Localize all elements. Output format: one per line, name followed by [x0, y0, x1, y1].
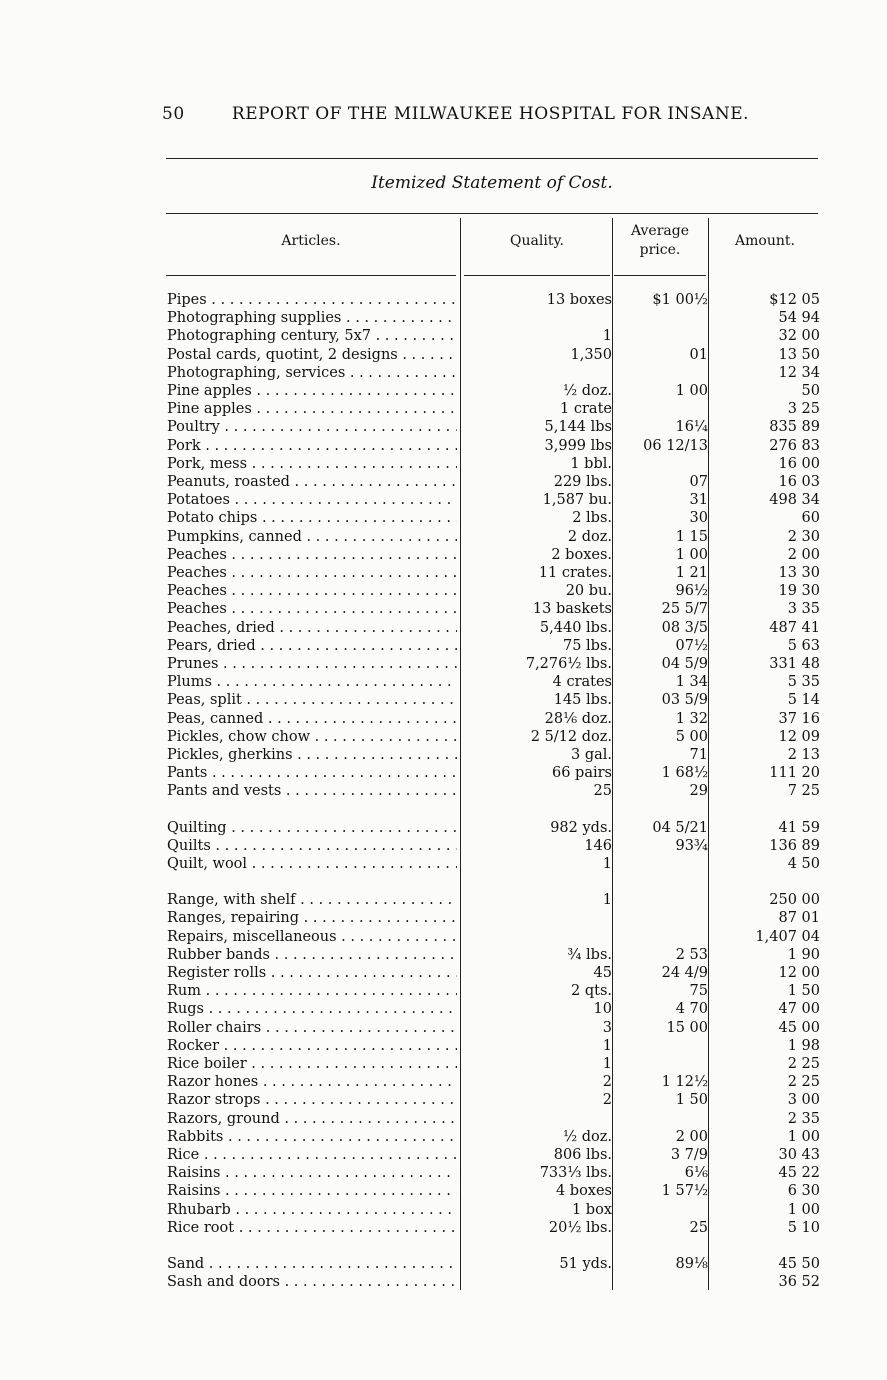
running-title: REPORT OF THE MILWAUKEE HOSPITAL FOR INSANE. — [231, 104, 750, 124]
article-cell: Roller chairs . . . — [167, 1019, 457, 1037]
quality-cell: 145 lbs. — [553, 692, 612, 709]
quality-cell: 733⅓ lbs. — [539, 1165, 612, 1182]
price-cell: 93¾ — [675, 837, 708, 854]
table-row — [0, 309, 887, 327]
quality-cell: 4 boxes — [555, 1183, 612, 1200]
price-cell: 06 12/13 — [643, 437, 708, 454]
table-row — [0, 1182, 887, 1200]
table-row — [0, 819, 887, 837]
amount-cell: 3 00 — [787, 1092, 820, 1109]
price-cell: 1 00 — [675, 383, 708, 399]
article-cell: Plums . . . — [167, 673, 457, 691]
col-header-price — [614, 222, 706, 260]
article-cell: Peanuts, roasted . . . — [167, 473, 457, 491]
article-cell: Pine apples . . . — [167, 382, 457, 400]
amount-cell: 5 63 — [787, 637, 820, 654]
quality-cell: ½ doz. — [563, 1128, 612, 1145]
article-cell: Rocker . . . — [167, 1037, 457, 1055]
article-cell: Rum . . . — [167, 982, 457, 1000]
article-cell: Quilts . . . — [167, 837, 457, 855]
price-cell: 3 7/9 — [670, 1147, 708, 1163]
amount-cell: 60 — [801, 510, 820, 527]
table-row — [0, 1273, 887, 1291]
quality-cell: 66 pairs — [552, 765, 612, 782]
amount-cell: 1 00 — [787, 1201, 820, 1218]
amount-cell: 16 03 — [778, 474, 820, 490]
article-cell: Raisins . . . — [167, 1182, 457, 1200]
table-row — [0, 1255, 887, 1273]
quality-cell: 1 bbl. — [570, 455, 612, 472]
quality-cell: 3,999 lbs — [544, 437, 612, 454]
article-cell: Quilting . . . — [167, 819, 457, 837]
quality-cell: 25 — [593, 783, 612, 800]
price-cell: 1 15 — [675, 528, 708, 545]
price-cell: 1 68½ — [661, 765, 708, 782]
amount-cell: 276 83 — [769, 437, 820, 454]
price-cell: 96½ — [675, 583, 708, 600]
amount-cell: 487 41 — [769, 619, 820, 636]
amount-cell: 54 94 — [778, 310, 820, 327]
table-row — [0, 400, 887, 418]
article-cell: Peaches . . . — [167, 600, 457, 618]
article-cell: Razor strops . . . — [167, 1091, 457, 1109]
amount-cell: 47 00 — [778, 1001, 820, 1018]
table-row — [0, 1019, 887, 1037]
col-header-price-line1: Average — [630, 223, 690, 239]
price-cell: 1 21 — [675, 565, 708, 581]
article-cell: Quilt, wool . . . — [167, 855, 457, 873]
article-cell: Prunes . . . — [167, 655, 457, 673]
price-cell: 1 57½ — [661, 1183, 708, 1200]
table-row — [0, 1128, 887, 1146]
article-cell: Photographing, services . . . — [167, 364, 457, 382]
table-row — [0, 619, 887, 637]
table-row — [0, 1146, 887, 1164]
article-cell: Pants . . . — [167, 764, 457, 782]
article-cell: Pickles, gherkins . . . — [167, 746, 457, 764]
quality-cell: 45 — [593, 965, 612, 981]
table-caption: Itemized Statement of Cost. — [371, 173, 613, 193]
quality-cell: ¾ lbs. — [567, 946, 612, 963]
price-cell: 71 — [689, 747, 708, 763]
amount-cell: 111 20 — [769, 765, 820, 782]
amount-cell: 13 50 — [778, 346, 820, 363]
table-row — [0, 909, 887, 927]
quality-cell: 2 lbs. — [572, 510, 612, 527]
amount-cell: 2 30 — [787, 528, 820, 545]
table-row — [0, 982, 887, 1000]
article-cell: Pants and vests . . . — [167, 782, 457, 800]
quality-cell: 1 crate — [560, 401, 612, 418]
amount-cell: 1 50 — [787, 983, 820, 1000]
price-cell: 08 3/5 — [661, 619, 708, 636]
price-cell: 31 — [689, 492, 708, 509]
price-cell: 24 4/9 — [661, 965, 708, 981]
article-cell: Range, with shelf . . . — [167, 891, 457, 909]
quality-cell: 5,440 lbs. — [539, 619, 612, 636]
price-cell: 89⅛ — [675, 1256, 708, 1272]
price-cell: 4 70 — [675, 1001, 708, 1018]
page-header — [162, 104, 802, 124]
article-cell: Potato chips . . . — [167, 509, 457, 527]
table-row — [0, 437, 887, 455]
quality-cell: 1 — [602, 1056, 612, 1072]
price-cell: 6⅙ — [684, 1165, 708, 1182]
page-number: 50 — [162, 104, 185, 124]
amount-cell: 16 00 — [778, 455, 820, 472]
table-row — [0, 746, 887, 764]
article-cell: Photographing supplies . . . — [167, 309, 457, 327]
amount-cell: 3 25 — [787, 401, 820, 418]
col-header-quality: Quality. — [510, 233, 564, 249]
table-row — [0, 691, 887, 709]
amount-cell: 250 00 — [769, 892, 820, 909]
amount-cell: 331 48 — [769, 656, 820, 672]
amount-cell: 45 22 — [778, 1165, 820, 1182]
amount-cell: 12 09 — [778, 728, 820, 745]
table-row — [0, 1164, 887, 1182]
price-cell: 15 00 — [666, 1019, 708, 1036]
price-cell: $1 00½ — [652, 292, 708, 308]
article-cell: Rice boiler . . . — [167, 1055, 457, 1073]
quality-cell: 2 qts. — [571, 983, 612, 1000]
amount-cell: 6 30 — [787, 1183, 820, 1200]
price-cell: 25 — [689, 1219, 708, 1236]
article-cell: Register rolls . . . — [167, 964, 457, 982]
quality-cell: 7,276½ lbs. — [525, 656, 612, 672]
amount-cell: 1,407 04 — [755, 928, 820, 945]
price-cell: 2 53 — [675, 946, 708, 963]
quality-cell: 2 doz. — [567, 528, 612, 545]
table-row — [0, 928, 887, 946]
table-row — [0, 1201, 887, 1219]
article-cell: Razors, ground . . . — [167, 1110, 457, 1128]
article-cell: Pumpkins, canned . . . — [167, 528, 457, 546]
amount-cell: 36 52 — [778, 1274, 820, 1291]
quality-cell: 1 — [602, 328, 612, 345]
table-row — [0, 418, 887, 436]
article-cell: Pork . . . — [167, 437, 457, 455]
amount-cell: 2 00 — [787, 546, 820, 563]
article-cell: Photographing century, 5x7 . . . — [167, 327, 457, 345]
price-cell: 25 5/7 — [661, 601, 708, 618]
article-cell: Rugs . . . — [167, 1000, 457, 1018]
table-row — [0, 582, 887, 600]
table-row — [0, 1073, 887, 1091]
article-cell: Peaches . . . — [167, 546, 457, 564]
amount-cell: 1 98 — [787, 1037, 820, 1054]
amount-cell: 45 50 — [778, 1256, 820, 1272]
article-cell: Pears, dried . . . — [167, 637, 457, 655]
table-row — [0, 491, 887, 509]
amount-cell: 37 16 — [778, 710, 820, 727]
quality-cell: 1,350 — [570, 346, 612, 363]
price-cell: 30 — [689, 510, 708, 527]
article-cell: Pine apples . . . — [167, 400, 457, 418]
amount-cell: 45 00 — [778, 1019, 820, 1036]
article-cell: Peaches . . . — [167, 582, 457, 600]
article-cell: Rubber bands . . . — [167, 946, 457, 964]
table-row — [0, 600, 887, 618]
quality-cell: 11 crates. — [538, 565, 612, 581]
header-rule — [166, 213, 818, 214]
table-row — [0, 1037, 887, 1055]
table-row — [0, 710, 887, 728]
amount-cell: 41 59 — [778, 819, 820, 836]
quality-cell: 13 boxes — [546, 292, 612, 308]
table-row — [0, 327, 887, 345]
article-cell: Poultry . . . — [167, 418, 457, 436]
table-row — [0, 782, 887, 800]
article-cell: Peaches . . . — [167, 564, 457, 582]
amount-cell: 2 25 — [787, 1056, 820, 1072]
article-cell: Pork, mess . . . — [167, 455, 457, 473]
table-row — [0, 728, 887, 746]
col-header-articles: Articles. — [281, 233, 341, 249]
table-row — [0, 1110, 887, 1128]
quality-cell: 51 yds. — [559, 1256, 612, 1272]
table-row — [0, 364, 887, 382]
price-cell: 03 5/9 — [661, 692, 708, 709]
quality-cell: 2 boxes. — [551, 546, 612, 563]
quality-cell: 10 — [593, 1001, 612, 1018]
table-row — [0, 946, 887, 964]
price-cell: 29 — [689, 783, 708, 800]
amount-cell: 136 89 — [769, 837, 820, 854]
table-row — [0, 546, 887, 564]
quality-cell: 4 crates — [552, 674, 612, 691]
quality-cell: 146 — [584, 837, 612, 854]
quality-cell: 13 baskets — [532, 601, 612, 618]
table-row — [0, 455, 887, 473]
article-cell: Pickles, chow chow . . . — [167, 728, 457, 746]
article-cell: Repairs, miscellaneous . . . — [167, 928, 457, 946]
price-cell: 1 34 — [675, 674, 708, 691]
article-cell: Rabbits . . . — [167, 1128, 457, 1146]
article-cell: Razor hones . . . — [167, 1073, 457, 1091]
amount-cell: 7 25 — [787, 783, 820, 800]
table-row — [0, 673, 887, 691]
quality-cell: 3 — [602, 1019, 612, 1036]
quality-cell: 2 — [602, 1074, 612, 1091]
article-cell: Sash and doors . . . — [167, 1273, 457, 1291]
article-cell: Peaches, dried . . . — [167, 619, 457, 637]
article-cell: Pipes . . . — [167, 291, 457, 309]
table-row — [0, 855, 887, 873]
amount-cell: 12 34 — [778, 364, 820, 381]
amount-cell: 5 14 — [787, 692, 820, 709]
price-cell: 07½ — [675, 637, 708, 654]
amount-cell: $12 05 — [769, 292, 820, 308]
amount-cell: 30 43 — [778, 1147, 820, 1163]
amount-cell: 5 10 — [787, 1219, 820, 1236]
amount-cell: 1 00 — [787, 1128, 820, 1145]
table-row — [0, 764, 887, 782]
quality-cell: 20 bu. — [565, 583, 612, 600]
table-row — [0, 346, 887, 364]
amount-cell: 2 35 — [787, 1110, 820, 1127]
article-cell: Ranges, repairing . . . — [167, 909, 457, 927]
table-row — [0, 473, 887, 491]
table-row — [0, 964, 887, 982]
amount-cell: 32 00 — [778, 328, 820, 345]
quality-cell: 75 lbs. — [562, 637, 612, 654]
table-row — [0, 655, 887, 673]
article-cell: Raisins . . . — [167, 1164, 457, 1182]
price-cell: 1 00 — [675, 546, 708, 563]
quality-cell: 2 5/12 doz. — [530, 728, 612, 745]
article-cell: Peas, canned . . . — [167, 710, 457, 728]
table-row — [0, 837, 887, 855]
table-row — [0, 382, 887, 400]
amount-cell: 1 90 — [787, 946, 820, 963]
amount-cell: 3 35 — [787, 601, 820, 618]
amount-cell: 5 35 — [787, 674, 820, 691]
quality-cell: 20½ lbs. — [548, 1219, 612, 1236]
quality-cell: 982 yds. — [550, 819, 612, 836]
quality-cell: 5,144 lbs — [544, 419, 612, 436]
table-row — [0, 528, 887, 546]
table-row — [0, 637, 887, 655]
table-row — [0, 564, 887, 582]
amount-cell: 50 — [801, 383, 820, 399]
price-cell: 16¼ — [675, 419, 708, 436]
quality-cell: 1 — [602, 1037, 612, 1054]
quality-cell: 1 — [602, 892, 612, 909]
amount-cell: 87 01 — [778, 910, 820, 927]
article-cell: Rhubarb . . . — [167, 1201, 457, 1219]
table-row — [0, 1000, 887, 1018]
table-row — [0, 509, 887, 527]
article-cell: Peas, split . . . — [167, 691, 457, 709]
price-cell: 75 — [689, 983, 708, 1000]
amount-cell: 2 25 — [787, 1074, 820, 1091]
quality-cell: 2 — [602, 1092, 612, 1109]
price-cell: 5 00 — [675, 728, 708, 745]
header-underline-articles — [166, 275, 456, 276]
quality-cell: 1 box — [571, 1201, 612, 1218]
header-underline-price — [614, 275, 706, 276]
table-row — [0, 1219, 887, 1237]
price-cell: 01 — [689, 346, 708, 363]
col-header-amount: Amount. — [735, 233, 795, 249]
quality-cell: 1 — [602, 856, 612, 872]
quality-cell: 28⅙ doz. — [544, 710, 612, 727]
header-underline-quality — [464, 275, 610, 276]
top-rule — [166, 158, 818, 159]
table-row — [0, 291, 887, 309]
price-cell: 04 5/21 — [652, 819, 708, 836]
amount-cell: 498 34 — [769, 492, 820, 509]
quality-cell: 3 gal. — [570, 747, 612, 763]
quality-cell: 806 lbs. — [553, 1147, 612, 1163]
table-row — [0, 1091, 887, 1109]
price-cell: 07 — [689, 474, 708, 490]
amount-cell: 12 00 — [778, 965, 820, 981]
amount-cell: 4 50 — [787, 856, 820, 872]
article-cell: Sand . . . — [167, 1255, 457, 1273]
table-row — [0, 1055, 887, 1073]
price-cell: 2 00 — [675, 1128, 708, 1145]
amount-cell: 835 89 — [769, 419, 820, 436]
col-header-price-line2: price. — [639, 242, 681, 258]
article-cell: Rice . . . — [167, 1146, 457, 1164]
amount-cell: 13 30 — [778, 565, 820, 581]
price-cell: 1 32 — [675, 710, 708, 727]
article-cell: Postal cards, quotint, 2 designs . . . — [167, 346, 457, 364]
amount-cell: 2 13 — [787, 747, 820, 763]
amount-cell: 19 30 — [778, 583, 820, 600]
price-cell: 04 5/9 — [661, 656, 708, 672]
quality-cell: 229 lbs. — [553, 474, 612, 490]
quality-cell: 1,587 bu. — [542, 492, 612, 509]
article-cell: Potatoes . . . — [167, 491, 457, 509]
price-cell: 1 50 — [675, 1092, 708, 1109]
article-cell: Rice root . . . — [167, 1219, 457, 1237]
table-row — [0, 891, 887, 909]
price-cell: 1 12½ — [661, 1074, 708, 1091]
quality-cell: ½ doz. — [563, 383, 612, 399]
